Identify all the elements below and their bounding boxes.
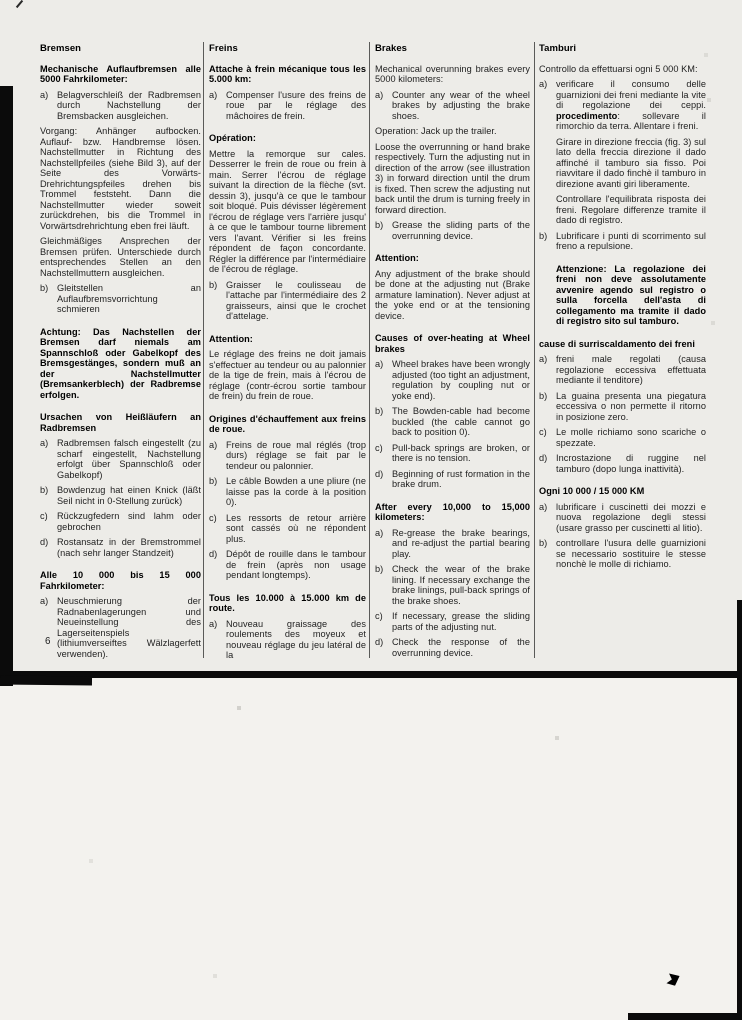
text-run: Tous les 10.000 à 15.000 km de route. <box>209 592 366 613</box>
list-item <box>375 443 530 464</box>
list-item-label: c) <box>375 442 383 453</box>
column-italian <box>539 44 706 575</box>
text-run: Re-grease the brake bearings, and re-adjust the partial bearing play. <box>392 527 530 559</box>
list-item <box>375 90 530 122</box>
list-item-label: a) <box>375 89 384 100</box>
list-item <box>375 469 530 490</box>
paragraph <box>40 126 201 231</box>
list-item-label: a) <box>539 501 548 512</box>
list-item-label: a) <box>375 359 384 369</box>
list-item-label: d) <box>539 453 548 463</box>
list-item <box>40 511 201 532</box>
text-run: Attention: <box>209 333 253 344</box>
scanner-background <box>0 678 742 1020</box>
section-heading <box>539 486 706 497</box>
list-item <box>40 438 201 480</box>
list-item <box>40 90 201 122</box>
scan-page-edge-band-thick <box>0 676 92 686</box>
text-run: Origines d'échauffement aux freins de roue. <box>209 413 366 434</box>
text-run: Compenser l'usure des freins de roue par le réglage des mâchoires de frein. <box>226 89 366 121</box>
section-heading <box>375 333 530 354</box>
text-run: Bowdenzug hat einen Knick (läßt Seil nicht in 0-Stellung zurück) <box>57 485 201 506</box>
text-run: freni male regolati (causa regolazione eccessiva effettuata mediante il tenditore) <box>556 354 706 385</box>
text-run: Lubrificare i punti di scorrimento sul freno a repulsione. <box>556 230 706 251</box>
text-run: Gleitstellen an Auflaufbremsvorrichtung schmieren <box>57 283 201 314</box>
list-item-label: b) <box>539 538 548 548</box>
text-run: Neuschmierung der Radnabenlagerungen und Neueinstellung des Lagerseitenspiels (lithiumverseiftes Wälzlagerfett verwenden). <box>57 596 201 659</box>
text-run: Le réglage des freins ne doit jamais s'effectuer au tendeur ou au palonnier de la tige de frein, mais à l'écrou de réglage (contr-écrou sortie tambour de frein) du frein de roue. <box>209 349 366 401</box>
list-item-label: b) <box>375 220 384 230</box>
section-heading <box>539 339 706 350</box>
list-item <box>539 453 706 474</box>
text-run: Loose the overrunning or hand brake respectively. Turn the adjusting nut in direction of the arrow (see illustration 3) in forward direction until the drum is fixed. Then screw the adjusting nut back until the drum is turning freely in forward direction. <box>375 141 530 215</box>
text-run: Le câble Bowden a une pliure (ne laisse pas la corde à la position 0). <box>226 476 366 507</box>
list-item-label: a) <box>209 439 218 450</box>
list-item-label: a) <box>209 618 218 629</box>
scan-edge-right-strip <box>737 600 742 1020</box>
list-item-label: b) <box>539 390 548 401</box>
text-run: The Bowden-cable had become buckled (the cable cannot go back to position 0). <box>392 406 530 437</box>
list-item <box>375 220 530 241</box>
list-item <box>209 280 366 322</box>
list-item-label: b) <box>375 406 384 416</box>
list-item-label: c) <box>40 511 48 521</box>
column-english <box>375 44 530 663</box>
column-rule-2 <box>369 42 370 658</box>
text-run: Beginning of rust formation in the brake drum. <box>392 468 530 489</box>
list-item <box>375 611 530 632</box>
list-item-label: b) <box>40 485 49 495</box>
section-heading <box>40 64 201 85</box>
list-item-label: b) <box>40 283 49 293</box>
column-rule-1 <box>203 42 204 658</box>
scan-edge-left-band <box>0 86 13 686</box>
paragraph <box>556 194 706 226</box>
list-item <box>40 283 201 315</box>
text-run: Belagverschleiß der Radbremsen durch Nachstellung der Bremsbacken ausgleichen. <box>57 89 201 121</box>
text-run: verificare il consumo delle guarnizioni dei freni mediante la vite di regolazione dei ceppi. <box>556 79 706 110</box>
text-run: Check the response of the overrunning device. <box>392 637 530 658</box>
section-heading <box>209 133 366 144</box>
list-item-label: b) <box>209 279 218 290</box>
text-run: Opération: <box>209 133 256 143</box>
text-run: Achtung: Das Nachstellen der Bremsen darf niemals am Spannschloß oder Gabelkopf des Bremsgestänges, sondern muß an der Nachstellmutter (Bremsankerblech) der Radbremse erfolgen. <box>40 326 201 400</box>
paragraph <box>40 236 201 278</box>
list-item-label: b) <box>375 564 384 574</box>
list-item <box>375 528 530 560</box>
text-run: Wheel brakes have been wrongly adjusted (too tight an adjustment, regulation by coupling nut or yoke end). <box>392 359 530 401</box>
text-run: Check the wear of the brake lining. If necessary exchange the brake linings, pull-back springs of the brake shoes. <box>392 564 530 606</box>
list-item-label: d) <box>209 549 218 559</box>
text-run: Mechanische Auflaufbremsen alle 5000 Fahrkilometer: <box>40 63 201 84</box>
column-title-german: Bremsen <box>40 43 82 54</box>
list-item-label: a) <box>209 89 218 100</box>
section-heading <box>375 502 530 523</box>
section-heading <box>209 414 366 435</box>
text-run: Ogni 10 000 / 15 000 KM <box>539 486 645 496</box>
paragraph <box>375 269 530 322</box>
list-item-label: b) <box>209 476 218 486</box>
paragraph <box>539 64 706 75</box>
list-item <box>209 476 366 508</box>
column-title-english: Brakes <box>375 43 407 54</box>
text-run: Attention: <box>375 253 419 263</box>
list-item <box>375 637 530 658</box>
list-item <box>375 406 530 438</box>
paragraph <box>375 142 530 216</box>
section-heading <box>40 327 201 401</box>
text-run: After every 10,000 to 15,000 kilometers: <box>375 501 530 522</box>
section-heading <box>209 593 366 614</box>
section-heading <box>209 334 366 345</box>
text-run: If necessary, grease the sliding parts of the adjusting nut. <box>392 611 530 632</box>
column-rule-3 <box>534 42 535 658</box>
paragraph <box>556 137 706 190</box>
list-item <box>539 391 706 423</box>
text-run: Alle 10 000 bis 15 000 Fahrkilometer: <box>40 570 201 591</box>
text-run: Controllare l'equilibrata risposta dei freni. Regolare differenze tramite il dado di registro. <box>556 194 706 225</box>
list-item <box>375 359 530 401</box>
section-heading <box>556 264 706 327</box>
list-item <box>539 427 706 448</box>
list-item-label: d) <box>375 637 384 647</box>
list-item <box>209 440 366 472</box>
text-run: cause di surriscaldamento dei freni <box>539 338 695 349</box>
text-run: Le molle richiamo sono scariche o spezzate. <box>556 427 706 448</box>
list-item-label: a) <box>40 596 49 606</box>
text-run: Controllo da effettuarsi ogni 5 000 KM: <box>539 63 698 74</box>
text-run: Any adjustment of the brake should be done at the adjusting nut (Brake armature lamination). Never adjust at the yoke end or at the tensioning device. <box>375 268 530 321</box>
text-run: Attache à frein mécanique tous les 5.000 km: <box>209 63 366 84</box>
text-run: Vorgang: Anhänger aufbocken. Auflauf- bzw. Handbremse lösen. Nachstellmutter in Richtung des Nachstellpfeiles (siehe Bild 3), auf der Seite des Vorwärts-Drehrichtungspfeiles drehen bis Trommel feststeht. Dann die Nachstellmutter wieder soweit zurückdrehen, bis die Trommel in Vorwärtsdrehrichtung eben frei läuft. <box>40 126 201 231</box>
paragraph <box>375 64 530 85</box>
list-item <box>539 538 706 570</box>
text-run: Radbremsen falsch eingestellt (zu scharf eingestellt, Nachstellung erfolgt über Spannschloß oder Gabelkopf) <box>57 438 201 480</box>
column-title-italian: Tamburi <box>539 43 577 54</box>
text-run: Girare in direzione freccia (fig. 3) sul lato della freccia direzione il dado affinché il tamburo sia fisso. Poi riavvitare il dado finchè il tamburo in direzione avanti giri liberamente. <box>556 136 706 189</box>
list-item-label: d) <box>40 537 49 547</box>
text-run: Incrostazione di ruggine nel tamburo (dopo lunga inattività). <box>556 453 706 474</box>
list-item <box>209 90 366 122</box>
list-item <box>40 485 201 506</box>
text-run: Grease the sliding parts of the overrunning device. <box>392 220 530 241</box>
column-german <box>40 44 201 664</box>
list-item-label: c) <box>375 611 383 621</box>
text-run: : sollevare il rimorchio da terra. Allentare i freni. <box>556 110 706 131</box>
list-item-label: a) <box>539 79 548 89</box>
list-item <box>375 564 530 606</box>
paragraph <box>375 126 530 137</box>
text-run: Rostansatz in der Bremstrommel (nach sehr langer Standzeit) <box>57 537 201 558</box>
list-item <box>209 549 366 581</box>
page-number: 6 <box>45 636 51 647</box>
section-heading <box>209 64 366 85</box>
text-run: Mechanical overunning brakes every 5000 kilometers: <box>375 63 530 84</box>
list-item <box>209 619 366 661</box>
text-run: Freins de roue mal réglés (trop durs) réglage se fait par le tendeur ou palonnier. <box>226 439 366 471</box>
text-run: Rückzugfedern sind lahm oder gebrochen <box>57 511 201 532</box>
text-run: Mettre la remorque sur cales. Desserrer le frein de roue ou frein à main. Serrer l'écrou de réglage suivant la direction de la flèche (svt. dessin 3), jusqu'à ce que le tambour soit bloqué. Puis dévisser légèrement l'écrou de réglage vers l'arrière jusqu' à ce que le tambour tourne librement vers l'avant. Vérifier si les freins répondent de façon concordante. Régler la différence par l'intermédiaire de l'écrou de réglage. <box>209 148 366 274</box>
list-item <box>539 502 706 534</box>
text-run: Dépôt de rouille dans le tambour de frein (après non usage pendant longtemps). <box>226 549 366 580</box>
column-title-french: Freins <box>209 43 238 54</box>
list-item <box>539 231 706 252</box>
scan-noise-specks <box>0 0 2 2</box>
text-run: La guaina presenta una piegatura eccessiva o non permette il ritorno in posizione zero. <box>556 390 706 422</box>
list-item-label: a) <box>375 527 384 538</box>
paragraph <box>209 349 366 402</box>
list-item-label: a) <box>40 89 49 100</box>
section-heading <box>40 570 201 591</box>
section-heading <box>40 412 201 433</box>
list-item-label: c) <box>209 512 217 523</box>
text-run: Nouveau graissage des roulements des moyeux et nouveau réglage du jeu latéral de la <box>226 618 366 660</box>
text-run: Ursachen von Heißläufern an Radbremsen <box>40 412 201 433</box>
text-run: Les ressorts de retour arrière sont cassés où ne répondent plus. <box>226 512 366 544</box>
text-run: Gleichmäßiges Ansprechen der Bremsen prüfen. Unterschiede durch entsprechendes Stellen an den Nachstellmuttern ausgleichen. <box>40 236 201 278</box>
scan-page-edge-band <box>0 671 742 678</box>
section-heading <box>375 253 530 264</box>
text-run: controllare l'usura delle guarnizioni se necessario sostituire le stesse nonchè le molle di richiamo. <box>556 538 706 569</box>
text-run: Attenzione: La regolazione dei freni non deve assolutamente avvenire agendo sul registro o sulla forcella dell'asta di collegamento ma tramite il dado di registro sito sul tamburo. <box>556 263 706 326</box>
text-run: Causes of over-heating at Wheel brakes <box>375 333 530 354</box>
list-item-label: b) <box>539 230 548 241</box>
list-item-label: c) <box>539 427 547 437</box>
scan-slash-mark <box>16 0 23 8</box>
list-item <box>40 596 201 659</box>
paragraph <box>209 149 366 275</box>
list-item <box>539 79 706 132</box>
text-run: procedimento <box>556 110 618 121</box>
text-run: Pull-back springs are broken, or there is no tension. <box>392 442 530 463</box>
scan-edge-bottom-strip <box>628 1013 742 1020</box>
column-french <box>209 44 366 666</box>
list-item-label: d) <box>375 468 384 479</box>
list-item <box>539 354 706 386</box>
list-item <box>209 513 366 545</box>
text-run: Graisser le coulisseau de l'attache par l'intermédiaire des 2 graisseurs, ainsi que le crochet d'attelage. <box>226 279 366 321</box>
list-item-label: a) <box>40 438 49 448</box>
text-run: lubrificare i cuscinetti dei mozzi e nuova regolazione degli stessi (usare grasso per cuscinetti al litio). <box>556 501 706 533</box>
text-run: Operation: Jack up the trailer. <box>375 126 497 136</box>
list-item <box>40 537 201 558</box>
list-item-label: a) <box>539 354 548 364</box>
text-run: Counter any wear of the wheel brakes by adjusting the brake shoes. <box>392 89 530 121</box>
